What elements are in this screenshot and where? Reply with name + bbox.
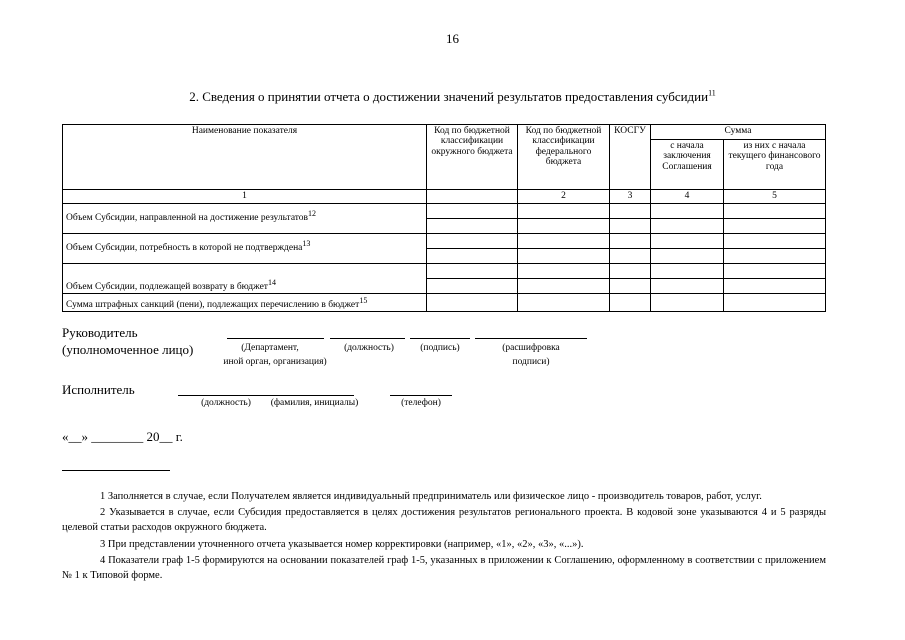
cell[interactable] — [651, 234, 724, 249]
head-department-line[interactable] — [227, 338, 324, 339]
cell[interactable] — [518, 234, 610, 249]
row-label: Объем Субсидии, подлежащей возврату в бюджет$^{14}$ — [63, 264, 427, 294]
head-label: Руководитель — [62, 325, 138, 340]
cell[interactable] — [610, 279, 651, 294]
section-title-text: 2. Сведения о принятии отчета о достижении значений результатов предоставления субсидии — [189, 89, 709, 104]
table-row — [63, 204, 826, 219]
cell[interactable] — [427, 294, 518, 312]
header-sum: Сумма — [651, 125, 826, 140]
cell[interactable] — [610, 294, 651, 312]
column-number: 2 — [518, 190, 610, 204]
cell[interactable] — [610, 219, 651, 234]
column-number: 1 — [63, 190, 427, 204]
cell[interactable] — [724, 279, 826, 294]
cell[interactable] — [724, 264, 826, 279]
cell[interactable] — [518, 219, 610, 234]
header-federal-code: Код по бюджетной классификации федерального бюджета — [518, 125, 610, 190]
row-label: Объем Субсидии, направленной на достижение результатов$^{12}$ — [63, 204, 427, 234]
cell[interactable] — [724, 204, 826, 219]
cell[interactable] — [518, 279, 610, 294]
footnote-item: 2 Указывается в случае, если Субсидия предоставляется в целях достижения результатов регионального проекта. В кодовой зоне указываются 4 и 5 разряды целевой статьи расходов окружного бюджета. — [62, 507, 826, 534]
cell[interactable] — [610, 264, 651, 279]
cell[interactable] — [724, 219, 826, 234]
cell[interactable] — [651, 219, 724, 234]
table-row — [63, 234, 826, 249]
column-number: 3 — [610, 190, 651, 204]
head-caption-decoding: (расшифровка — [502, 343, 560, 353]
executor-label: Исполнитель — [62, 382, 135, 397]
head-caption-position: (должность) — [344, 343, 394, 353]
head-caption-department-2: иной орган, организация) — [223, 357, 327, 367]
column-number-row — [63, 190, 826, 204]
header-sum-since-agreement: с начала заключения Соглашения — [651, 140, 724, 190]
footnote-separator — [62, 470, 170, 471]
cell[interactable] — [427, 234, 518, 249]
header-budget-code: Код по бюджетной классификации окружного бюджета — [427, 125, 518, 190]
executor-caption-position: (должность) — [201, 398, 251, 408]
executor-caption-phone: (телефон) — [401, 398, 441, 408]
cell[interactable] — [724, 234, 826, 249]
column-number: 4 — [651, 190, 724, 204]
head-caption-signature: (подпись) — [420, 343, 460, 353]
footnotes — [62, 489, 826, 584]
cell[interactable] — [651, 249, 724, 264]
cell[interactable] — [427, 279, 518, 294]
cell[interactable] — [651, 264, 724, 279]
executor-name-line[interactable] — [178, 395, 354, 396]
cell[interactable] — [610, 204, 651, 219]
cell[interactable] — [610, 234, 651, 249]
head-caption-department: (Департамент, — [241, 343, 299, 353]
cell[interactable] — [427, 204, 518, 219]
row-label: Сумма штрафных санкций (пени), подлежащих перечислению в бюджет$^{15}$ — [63, 294, 427, 312]
head-label-authorized: (уполномоченное лицо) — [62, 342, 194, 357]
head-decoding-line[interactable] — [475, 338, 587, 339]
column-number: 5 — [724, 190, 826, 204]
cell[interactable] — [427, 249, 518, 264]
cell[interactable] — [427, 219, 518, 234]
cell[interactable] — [518, 294, 610, 312]
cell[interactable] — [724, 249, 826, 264]
footnote-item: 4 Показатели граф 1-5 формируются на основании показателей граф 1-5, указанных в приложении к Соглашению, оформленному в соответствии с приложением № 1 к Типовой форме. — [62, 554, 826, 582]
cell[interactable] — [427, 264, 518, 279]
cell[interactable] — [518, 249, 610, 264]
header-indicator-name: Наименование показателя — [63, 125, 427, 190]
cell[interactable] — [724, 294, 826, 312]
date-line[interactable]: «__» ________ 20__ г. — [62, 429, 183, 444]
cell[interactable] — [518, 264, 610, 279]
page-number: 16 — [446, 31, 459, 46]
table-row — [63, 264, 826, 279]
header-kosgu: КОСГУ — [610, 125, 651, 190]
subsidy-report-table — [62, 124, 826, 312]
column-number-empty — [427, 190, 518, 204]
head-signature-line[interactable] — [410, 338, 470, 339]
cell[interactable] — [651, 204, 724, 219]
section-title — [0, 89, 905, 105]
table-row — [63, 294, 826, 312]
cell[interactable] — [518, 204, 610, 219]
footnote-item: 1 Заполняется в случае, если Получателем является индивидуальный предприниматель или физическое лицо - производитель товаров, работ, услуг. — [100, 491, 762, 502]
cell[interactable] — [651, 279, 724, 294]
header-sum-since-year: из них с начала текущего финансового года — [724, 140, 826, 190]
footnote-item: 3 При представлении уточненного отчета указывается номер корректировки (например, «1», «2», «3», «...»). — [100, 538, 584, 550]
section-title-footnote-ref: 11 — [708, 88, 716, 98]
executor-caption-name: (фамилия, инициалы) — [270, 398, 359, 408]
head-position-line[interactable] — [330, 338, 405, 339]
executor-phone-line[interactable] — [390, 395, 452, 396]
cell[interactable] — [610, 249, 651, 264]
head-caption-decoding-2: подписи) — [512, 357, 550, 367]
row-label: Объем Субсидии, потребность в которой не подтверждена$^{13}$ — [63, 234, 427, 264]
cell[interactable] — [651, 294, 724, 312]
